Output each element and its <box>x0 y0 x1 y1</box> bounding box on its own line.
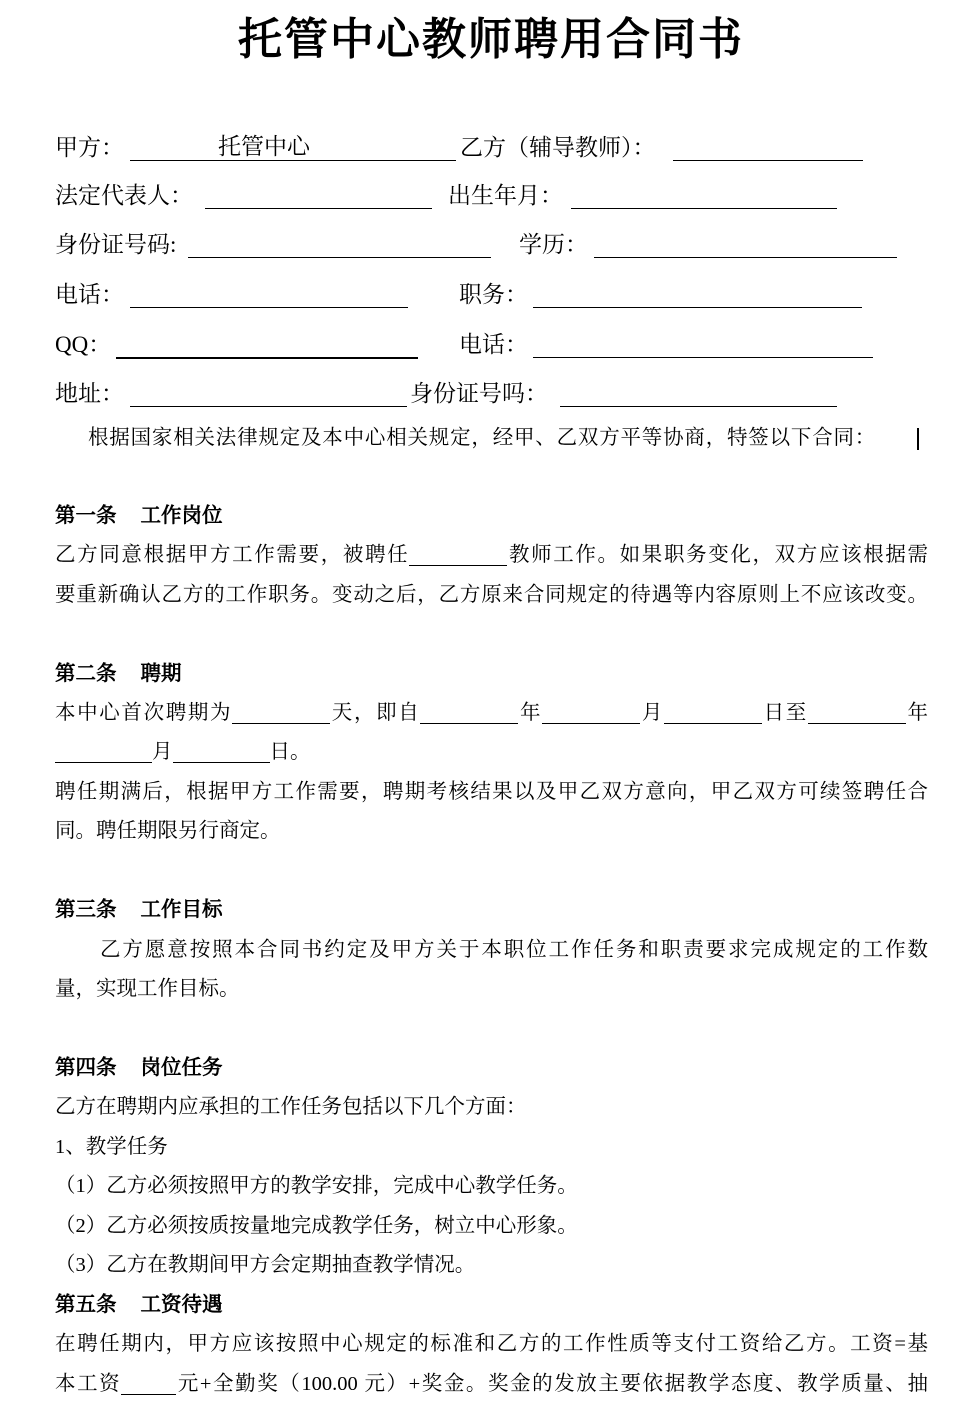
article-5-heading <box>55 1290 928 1320</box>
legal-rep-label: 法定代表人： <box>55 183 193 208</box>
address-label: 地址： <box>55 381 124 406</box>
header-row-rep-birth <box>0 180 954 212</box>
header-row-address-id <box>0 378 954 410</box>
article-4-number: 第四条 <box>55 1057 117 1079</box>
id-number-label: 身份证号码: <box>55 232 177 257</box>
article-4-subitem-2: （2）乙方必须按质按量地完成教学任务，树立中心形象。 <box>55 1215 578 1237</box>
phone-field-2[interactable] <box>533 329 873 358</box>
article-2-seg-1: 本中心首次聘期为 <box>55 702 233 724</box>
party-a-label: 甲方： <box>55 135 124 160</box>
end-month-blank[interactable] <box>55 742 152 763</box>
id-number-field-2[interactable] <box>560 378 837 407</box>
position-field[interactable] <box>533 279 862 308</box>
term-days-blank[interactable] <box>232 703 330 724</box>
start-month-blank[interactable] <box>542 703 640 724</box>
article-2-heading <box>55 659 928 689</box>
article-2-line-3: 聘任期满后，根据甲方工作需要，聘期考核结果以及甲乙双方意向，甲乙双方可续签聘任合 <box>55 781 928 803</box>
phone-field[interactable] <box>130 279 408 308</box>
article-3-line-2: 量，实现工作目标。 <box>55 978 240 1000</box>
article-3-line-1: 乙方愿意按照本合同书约定及甲方关于本职位工作任务和职责要求完成规定的工作数 <box>100 939 928 961</box>
article-4-title: 岗位任务 <box>140 1057 223 1079</box>
article-4-heading <box>55 1053 928 1083</box>
article-2-title: 聘期 <box>140 663 182 685</box>
article-2-seg-2: 天，即自 <box>330 702 421 724</box>
education-label: 学历： <box>519 232 588 257</box>
text-cursor <box>917 428 919 450</box>
article-2-seg-3: 年 <box>518 702 543 724</box>
address-field[interactable] <box>130 378 407 407</box>
article-5-title: 工资待遇 <box>140 1294 223 1316</box>
article-5-line-2 <box>55 1369 928 1399</box>
header-row-parties <box>0 132 954 164</box>
job-title-blank[interactable] <box>409 545 507 566</box>
education-field[interactable] <box>594 229 897 258</box>
phone-label: 电话： <box>55 282 124 307</box>
header-row-phone-position <box>0 279 954 311</box>
header-row-id-education <box>0 229 954 261</box>
party-b-label: 乙方（辅导教师）： <box>460 135 656 160</box>
birth-date-label: 出生年月： <box>448 183 563 208</box>
phone-label-2: 电话： <box>459 332 528 357</box>
article-4-item: 1、教学任务 <box>55 1136 168 1158</box>
article-2-seg-4: 月 <box>640 702 664 724</box>
article-5-text-b: 元+全勤奖（100.00 元）+奖金。奖金的发放主要依据教学态度、教学质量、抽 <box>176 1373 929 1395</box>
article-3-number: 第三条 <box>55 899 117 921</box>
id-number-field[interactable] <box>188 229 491 258</box>
article-4-subitem-3: （3）乙方在教期间甲方会定期抽查教学情况。 <box>55 1254 476 1276</box>
article-2-line-4: 同。聘任期限另行商定。 <box>55 820 281 842</box>
position-label: 职务： <box>459 282 528 307</box>
article-4-subitem-1: （1）乙方必须按照甲方的教学安排，完成中心教学任务。 <box>55 1175 578 1197</box>
document-title: 托管中心教师聘用合同书 <box>238 15 744 64</box>
party-a-field[interactable] <box>130 132 456 161</box>
article-1-text-b: 教师工作。如果职务变化，双方应该根据需 <box>507 544 929 566</box>
article-1-text-a: 乙方同意根据甲方工作需要，被聘任 <box>55 544 410 566</box>
article-3-heading <box>55 895 928 925</box>
article-2-line-1 <box>55 698 928 728</box>
article-1-line-1 <box>55 540 928 570</box>
article-2-seg-7: 月 <box>152 741 173 763</box>
article-5-text-a: 本工资 <box>55 1373 122 1395</box>
article-1-heading <box>55 501 928 531</box>
base-salary-blank[interactable] <box>121 1374 176 1395</box>
article-5-line-1: 在聘任期内，甲方应该按照中心规定的标准和乙方的工作性质等支付工资给乙方。工资=基 <box>55 1333 928 1355</box>
legal-rep-field[interactable] <box>205 180 432 209</box>
article-2-line-2 <box>55 737 928 767</box>
article-2-seg-8: 日。 <box>269 741 311 763</box>
header-row-qq-phone <box>0 329 954 361</box>
article-3-title: 工作目标 <box>140 899 223 921</box>
qq-field[interactable] <box>116 329 418 359</box>
article-2-seg-6: 年 <box>905 702 929 724</box>
start-year-blank[interactable] <box>420 703 518 724</box>
article-4-intro: 乙方在聘期内应承担的工作任务包括以下几个方面： <box>55 1096 527 1118</box>
intro-paragraph: 根据国家相关法律规定及本中心相关规定，经甲、乙双方平等协商，特签以下合同： <box>88 427 877 449</box>
party-a-value: 托管中心 <box>218 134 310 159</box>
start-day-blank[interactable] <box>664 703 762 724</box>
id-number-label-2: 身份证号吗： <box>410 381 548 406</box>
end-year-blank[interactable] <box>808 703 906 724</box>
article-1-line-2: 要重新确认乙方的工作职务。变动之后，乙方原来合同规定的待遇等内容原则上不应该改变。 <box>55 584 928 606</box>
end-day-blank[interactable] <box>173 742 270 763</box>
party-b-field[interactable] <box>673 132 863 161</box>
article-5-number: 第五条 <box>55 1294 117 1316</box>
birth-date-field[interactable] <box>571 180 837 209</box>
article-1-title: 工作岗位 <box>140 505 223 527</box>
qq-label: QQ： <box>55 332 112 357</box>
article-1-number: 第一条 <box>55 505 117 527</box>
article-2-number: 第二条 <box>55 663 117 685</box>
article-2-seg-5: 日至 <box>761 702 808 724</box>
